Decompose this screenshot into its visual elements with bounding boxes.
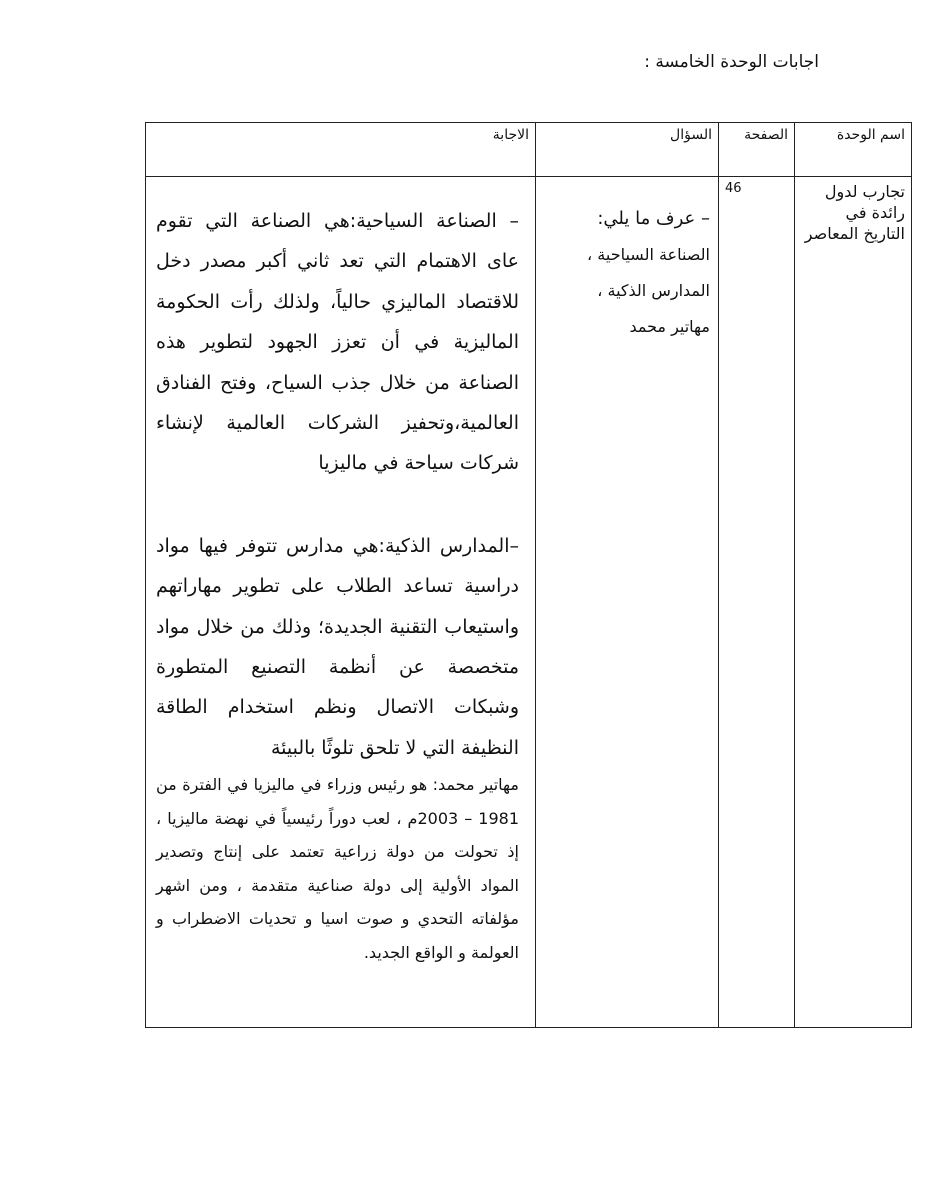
unit-name-cell: تجارب لدول رائدة في التاريخ المعاصر [795,177,912,1028]
table-row [146,177,912,1028]
answer-cell [146,177,536,1028]
question-line: المدارس الذكية ، [597,281,710,300]
question-line: الصناعة السياحية ، [587,245,710,264]
answer-tourism-industry: – الصناعة السياحية:هي الصناعة التي تقوم عاى الاهتمام التي تعد ثاني أكبر مصدر دخل للاقتصاد الماليزي حالياً، ولذلك رأت الحكومة الماليزية في أن تعزز الجهود لتطوير هذه الصناعة من خلال جذب السياح، وفتح الفنادق العالمية،وتحفيز الشركات العالمية لإنشاء شركات سياحة في ماليزيا [156,210,519,475]
header-answer: الاجابة [146,123,536,177]
answer-smart-schools: –المدارس الذكية:هي مدارس تتوفر فيها مواد دراسية تساعد الطلاب على تطوير مهاراتهم واستيعاب التقنية الجديدة؛ وذلك من خلال مواد متخصصة عن أنظمة التصنيع المتطورة وشبكات الاتصال ونظم استخدام الطاقة النظيفة التي لا تلحق تلوثًا بالبيئة [156,534,519,759]
table-header-row [146,123,912,177]
answer-mahathir-mohamad: مهاتير محمد: هو رئيس وزراء في ماليزيا في الفترة من 1981 – 2003م ، لعب دوراً رئيسياً في نهضة ماليزيا ، إذ تحولت من دولة زراعية تعتمد على إنتاج وتصدير المواد الأولية إلى دولة صناعية متقدمة ، ومن اشهر مؤلفاته التحدي و صوت اسيا و تحديات الاضطراب و العولمة و الواقع الجديد. [156,775,519,962]
paragraph-spacer [156,484,519,526]
header-question: السؤال [536,123,719,177]
page-title: اجابات الوحدة الخامسة : [644,52,819,72]
answers-table [145,122,912,1028]
header-page: الصفحة [719,123,795,177]
question-cell [536,177,719,1028]
header-unit-name: اسم الوحدة [795,123,912,177]
question-line: مهاتير محمد [629,317,710,336]
question-line: – عرف ما يلي: [597,208,710,229]
page-number-cell: 46 [719,177,795,1028]
